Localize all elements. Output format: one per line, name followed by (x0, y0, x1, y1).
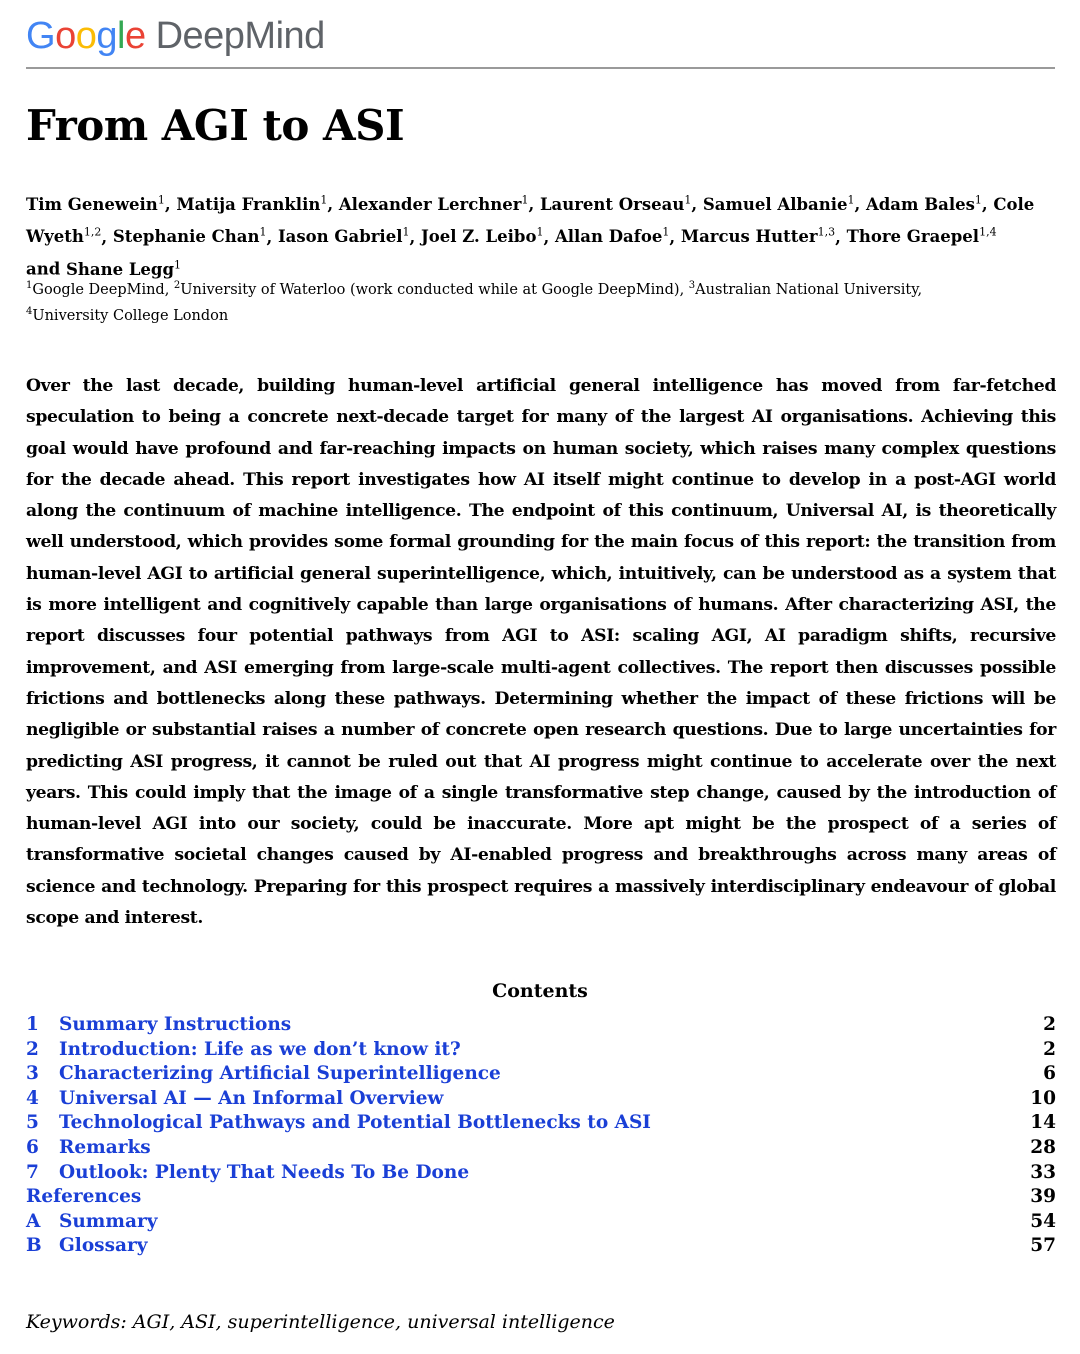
author-name: Iason Gabriel (277, 227, 403, 246)
author (26, 195, 165, 214)
toc-number[interactable]: 3 (26, 1063, 39, 1085)
toc-entry[interactable] (26, 1087, 1056, 1112)
toc-entry[interactable] (26, 1185, 1056, 1210)
author (540, 195, 691, 214)
toc-page-number: 39 (1030, 1186, 1056, 1208)
toc-entry[interactable] (26, 1136, 1056, 1161)
toc-label[interactable]: References (26, 1186, 142, 1208)
contents-heading: Contents (492, 980, 588, 1002)
author (278, 227, 410, 246)
toc-number[interactable]: 7 (26, 1161, 39, 1183)
toc-page-number: 2 (1043, 1038, 1056, 1060)
author-name: Samuel Albanie (702, 194, 848, 214)
deepmind-wordmark: DeepMind (155, 15, 325, 57)
author-name: Tim Genewein (26, 194, 158, 214)
affiliation (26, 305, 229, 324)
author (421, 227, 543, 246)
toc-number[interactable]: A (26, 1210, 41, 1232)
toc-page-number: 6 (1043, 1063, 1056, 1085)
author-affiliation-marker: 1 (320, 193, 328, 206)
google-wordmark: Google (26, 15, 146, 57)
toc-page-number: 10 (1030, 1087, 1056, 1109)
author-name: Laurent Orseau (539, 194, 685, 214)
author (339, 195, 529, 214)
author-affiliation-marker: 1 (402, 225, 410, 239)
author (555, 227, 669, 246)
toc-number[interactable]: 2 (26, 1038, 39, 1060)
affiliation-marker: 4 (26, 305, 33, 317)
author-name: Thore Graepel (846, 227, 980, 246)
author-name: Alexander Lerchner (338, 194, 522, 214)
toc-entry[interactable] (26, 1062, 1056, 1087)
toc-page-number: 54 (1030, 1210, 1056, 1232)
author-name: Joel Z. Leibo (420, 227, 537, 246)
toc-page-number: 2 (1043, 1014, 1056, 1035)
toc-label[interactable]: Universal AI — An Informal Overview (59, 1087, 444, 1109)
author-affiliation-marker: 1,4 (979, 225, 997, 239)
toc-number[interactable]: 4 (26, 1087, 39, 1109)
author-affiliation-marker: 1 (157, 193, 165, 206)
toc-entry[interactable] (26, 1161, 1056, 1186)
toc-entry[interactable] (26, 1013, 1056, 1038)
toc-page-number: 57 (1030, 1235, 1056, 1257)
author-affiliation-marker: 1 (536, 225, 544, 239)
toc-entry[interactable] (26, 1111, 1056, 1136)
author-affiliation-marker: 1 (174, 258, 181, 271)
affiliation-name: Google DeepMind (32, 281, 165, 298)
toc-label[interactable]: Outlook: Plenty That Needs To Be Done (59, 1161, 470, 1183)
author-affiliation-marker: 1 (662, 225, 670, 239)
author-name: Marcus Hutter (680, 227, 818, 246)
author-name: Cole Wyeth (26, 194, 1035, 246)
author-affiliation-marker: 1,2 (83, 225, 102, 239)
affiliation (174, 282, 680, 298)
affiliation-name: Australian National University (695, 281, 918, 298)
toc-entry[interactable] (26, 1210, 1056, 1235)
affiliation (689, 282, 918, 298)
abstract: Over the last decade, building human-level artificial general intelligence has moved from far-fetched speculation to being a concrete next-decade target for many of the largest AI organisations. Achieving this goal would have profound and far-reaching impacts on human society, which raises many complex questions for the decade ahead. This report investigates how AI itself might continue to develop in a post-AGI world along the continuum of machine intelligence. The endpoint of this continuum, Universal AI, is theoretically well understood, which provides some formal grounding for the main focus of this report: the transition from human-level AGI to artificial general superintelligence, which, intuitively, can be understood as a system that is more intelligent and cognitively capable than large organisations of humans. After characterizing ASI, the report discusses four potential pathways from AGI to ASI: scaling AGI, AI paradigm shifts, recursive improvement, and ASI emerging from large-scale multi-agent collectives. The report then discusses possible frictions and bottlenecks along these pathways. Determining whether the impact of these frictions will be negligible or substantial raises a number of concrete open research questions. Due to large uncertainties for predicting ASI progress, it cannot be ruled out that AI progress might continue to accelerate over the next years. This could imply that the image of a single transformative step change, caused by the introduction of human-level AGI into our society, could be inaccurate. More apt might be the prospect of a series of transformative societal changes caused by AI-enabled progress and breakthroughs across many areas of science and technology. Preparing for this prospect requires a massively interdisciplinary endeavour of global scope and interest. (26, 376, 1056, 929)
author-affiliation-marker: 1,3 (817, 225, 836, 239)
toc-label[interactable]: Characterizing Artificial Superintelligence (59, 1063, 501, 1085)
toc-number[interactable]: 5 (26, 1112, 39, 1134)
toc-label[interactable]: Introduction: Life as we don’t know it? (59, 1038, 461, 1060)
affiliation-name: University of Waterloo (work conducted while at Google DeepMind) (180, 281, 680, 298)
affiliation-marker: 2 (173, 280, 181, 291)
author (681, 227, 835, 246)
author-affiliation-marker: 1 (259, 225, 267, 239)
author (176, 195, 327, 214)
affiliation (26, 282, 165, 298)
toc-number[interactable]: 1 (26, 1014, 39, 1035)
paper-title: From AGI to ASI (26, 101, 405, 150)
affiliation-name: University College London (32, 307, 229, 324)
toc-page-number: 28 (1030, 1136, 1056, 1158)
author-name: Matija Franklin (176, 194, 321, 214)
toc-label[interactable]: Remarks (59, 1136, 151, 1158)
author (866, 195, 982, 214)
table-of-contents (26, 1013, 1056, 1259)
author (703, 195, 855, 214)
toc-entry[interactable] (26, 1234, 1056, 1259)
author-affiliation-marker: 1 (521, 193, 529, 206)
toc-page-number: 14 (1030, 1112, 1056, 1134)
toc-page-number: 33 (1030, 1161, 1056, 1183)
author (847, 227, 997, 246)
affiliation-marker: 1 (26, 280, 33, 291)
google-deepmind-logo (26, 14, 325, 58)
toc-label[interactable]: Technological Pathways and Potential Bottlenecks to ASI (59, 1112, 651, 1134)
author-affiliation-marker: 1 (847, 193, 855, 206)
author-name: Stephanie Chan (112, 227, 260, 246)
toc-label[interactable]: Summary Instructions (59, 1014, 292, 1035)
author-affiliation-marker: 1 (974, 193, 982, 206)
author-affiliation-marker: 1 (684, 193, 692, 206)
author-conjunction: and (26, 259, 61, 279)
author-name: Shane Legg (65, 259, 174, 279)
author-list: Tim Genewein$^1$, Matija Franklin$^1$, Alexander Lerchner$^1$, Laurent Orseau$^1$, Samuel Albanie$^1$, Adam Bales$^1$, Cole Wyeth$^{1,2}$, Stephanie Chan$^1$, Iason Gabriel$^1$, Joel Z. Leibo$^1$, Allan Dafoe$^1$, Marcus Hutter$^{1,3}$, Thore Graepel$^{1,4}$ and Shane Legg$^1$ (26, 193, 1035, 279)
header-divider (26, 67, 1055, 69)
author (113, 227, 267, 246)
toc-number[interactable]: 6 (26, 1136, 39, 1158)
toc-label[interactable]: Summary (59, 1210, 158, 1232)
keywords: Keywords: AGI, ASI, superintelligence, universal intelligence (26, 1311, 615, 1333)
toc-number[interactable]: B (26, 1235, 42, 1257)
toc-label[interactable]: Glossary (59, 1235, 148, 1257)
author-name: Allan Dafoe (554, 227, 663, 246)
affiliation-list: $^1$Google DeepMind, $^2$University of Waterloo (work conducted while at Google DeepMind), $^3$Australian National University, $^4$University College London (26, 280, 923, 324)
affiliation-marker: 3 (688, 280, 696, 291)
author-name: Adam Bales (865, 194, 975, 214)
toc-entry[interactable] (26, 1038, 1056, 1063)
